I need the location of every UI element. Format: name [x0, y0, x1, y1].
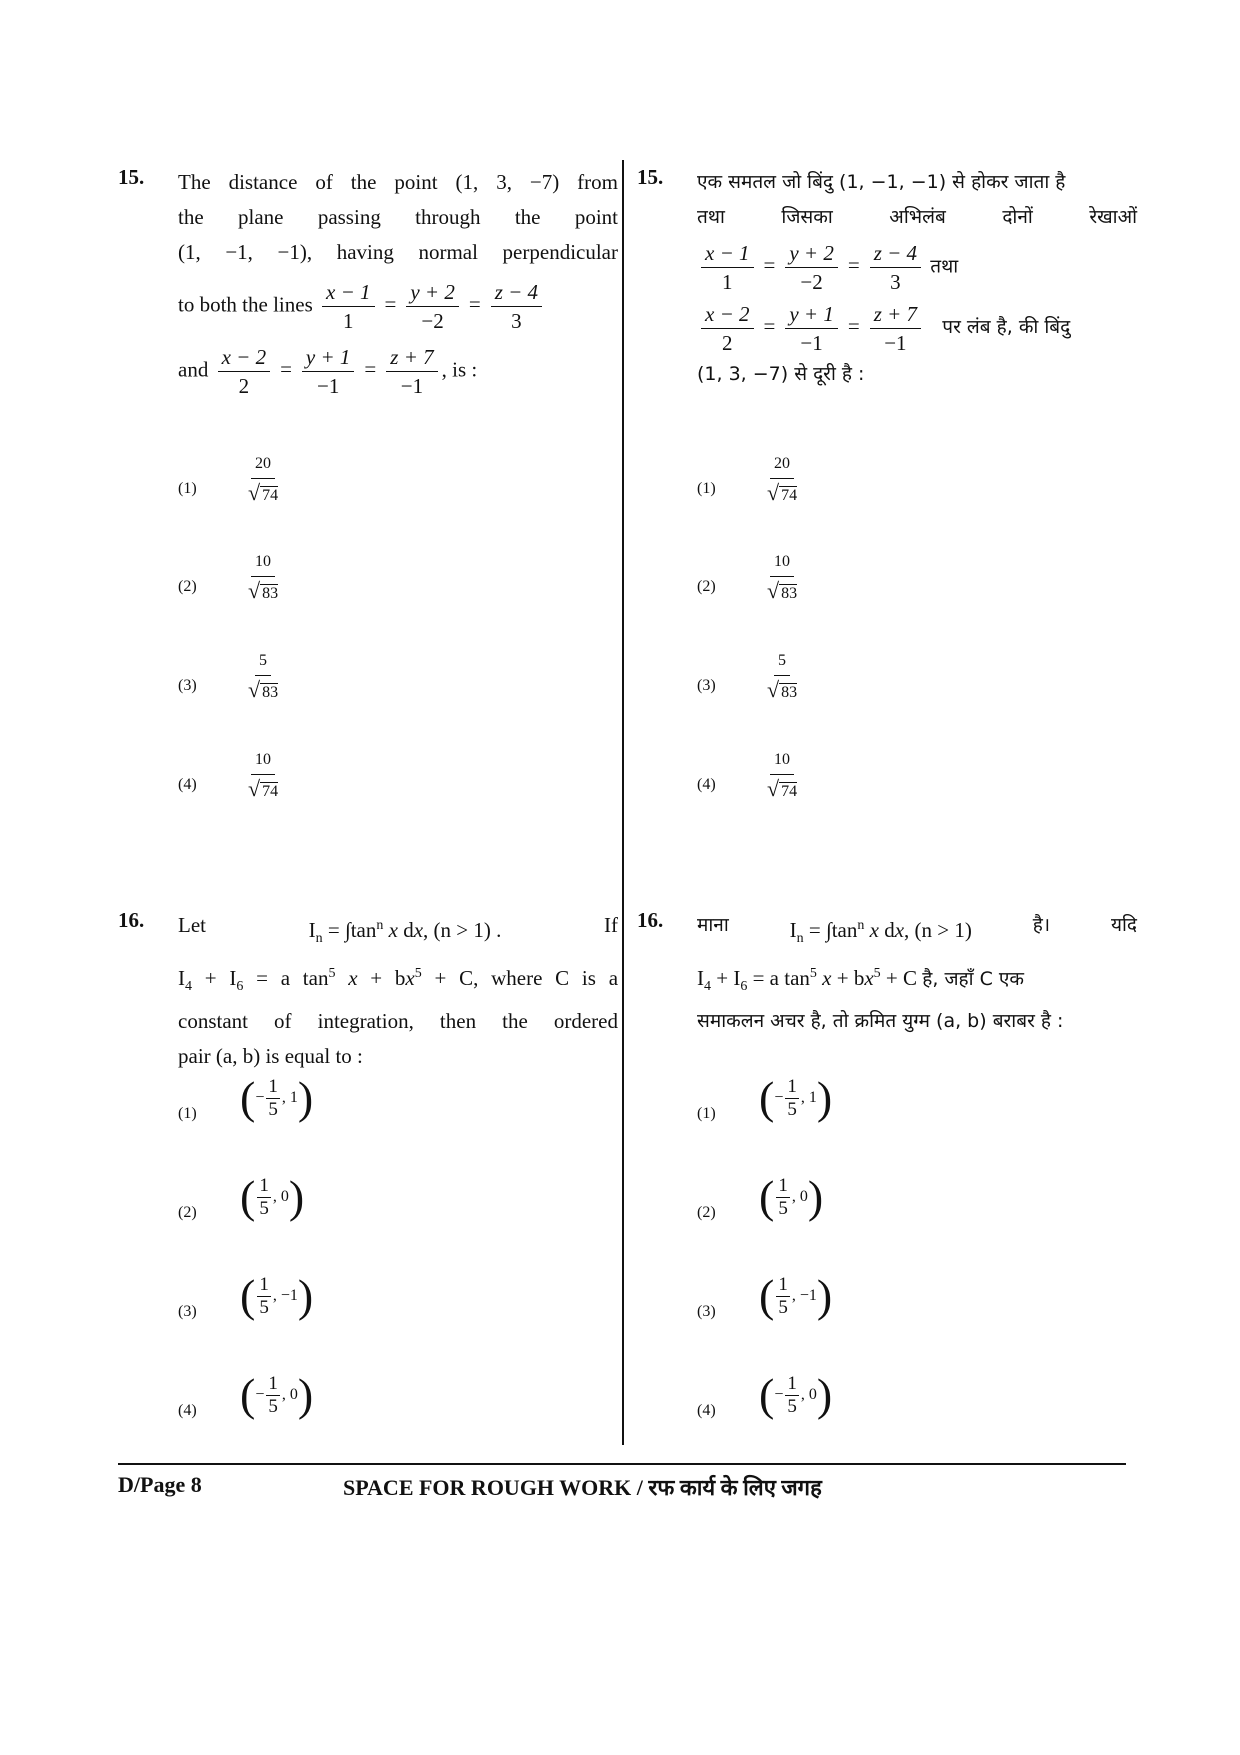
q15-hindi: [697, 165, 1137, 392]
q15-hi-line2: तथा जिसका अभिलंब दोनों रेखाओं: [697, 206, 1137, 228]
q16-number-hi: 16.: [637, 908, 664, 932]
q16-hi-line1: माना $I_n = \int\tan^n$ x dx, (n > 1) है। यदि: [697, 914, 1137, 947]
q16-english: [178, 908, 618, 1074]
q15-english: [178, 165, 618, 400]
q15-number-en: 15.: [118, 165, 145, 189]
rough-work-label: SPACE FOR ROUGH WORK / रफ कार्य के लिए जगह: [343, 1475, 822, 1500]
q15-hi-eq1: $\frac{x - 1}{1}$ = $\frac{y + 2}{-2}$ = $\frac{z - 4}{3}$ तथा: [697, 239, 1137, 296]
frac: $\frac{z + 7}{-1}$: [386, 343, 437, 400]
q16-hi-line3: समाकलन अचर है, तो क्रमित युग्म (a, b) बराबर है :: [697, 1010, 1064, 1033]
q15-hi-line4: (1, 3, −7) से दूरी है :: [697, 363, 865, 385]
frac: $\frac{x - 1}{1}$: [322, 278, 375, 335]
q15-hi-line1: एक समतल जो बिंदु (1, −1, −1) से होकर जाता है: [697, 171, 1066, 193]
page-number: D/Page 8: [118, 1472, 202, 1497]
q15-en-line5: and $\frac{x - 2}{2}$ = $\frac{y + 1}{-1}$ = $\frac{z + 7}{-1}$ , is :: [178, 345, 478, 398]
q15-hi-eq2: $\frac{x - 2}{2}$ = $\frac{y + 1}{-1}$ = $\frac{z + 7}{-1}$ पर लंब है, की बिंदु: [697, 300, 1137, 357]
q16-number-en: 16.: [118, 908, 145, 932]
q15-number-hi: 15.: [637, 165, 664, 189]
footer-rule: [118, 1463, 1126, 1465]
frac: $\frac{y + 2}{-2}$: [406, 278, 459, 335]
q15-en-line4: to both the lines $\frac{x - 1}{1}$ = $\frac{y + 2}{-2}$ = $\frac{z - 4}{3}$: [178, 278, 618, 335]
frac: $\frac{x - 2}{2}$: [218, 343, 271, 400]
q16-en-line4: pair (a, b) is equal to :: [178, 1044, 363, 1069]
q16-hi-line2: $I_4 + I_6 = a$ $\tan^5 x + bx^5 + C$ है, जहाँ C एक: [697, 966, 1025, 995]
q16-en-line2: $I_4 + I_6 = a$ $\tan^5 x + bx^5 + C$, where C is a: [178, 966, 619, 995]
q16-en-line3: constant of integration, then the ordered: [178, 1009, 618, 1034]
q15-en-line2: the plane passing through the point: [178, 205, 618, 229]
q16-hindi: [697, 908, 1137, 1039]
q16-en-line1: Let $I_n = \int\tan^n$ x dx, (n > 1) . If: [178, 913, 618, 947]
column-divider: [622, 160, 624, 1445]
q15-en-line3: (1, −1, −1), having normal perpendicular: [178, 240, 618, 264]
frac: $\frac{z - 4}{3}$: [491, 278, 542, 335]
q15-en-line1: The distance of the point (1, 3, −7) from: [178, 170, 618, 194]
frac: $\frac{y + 1}{-1}$: [302, 343, 355, 400]
